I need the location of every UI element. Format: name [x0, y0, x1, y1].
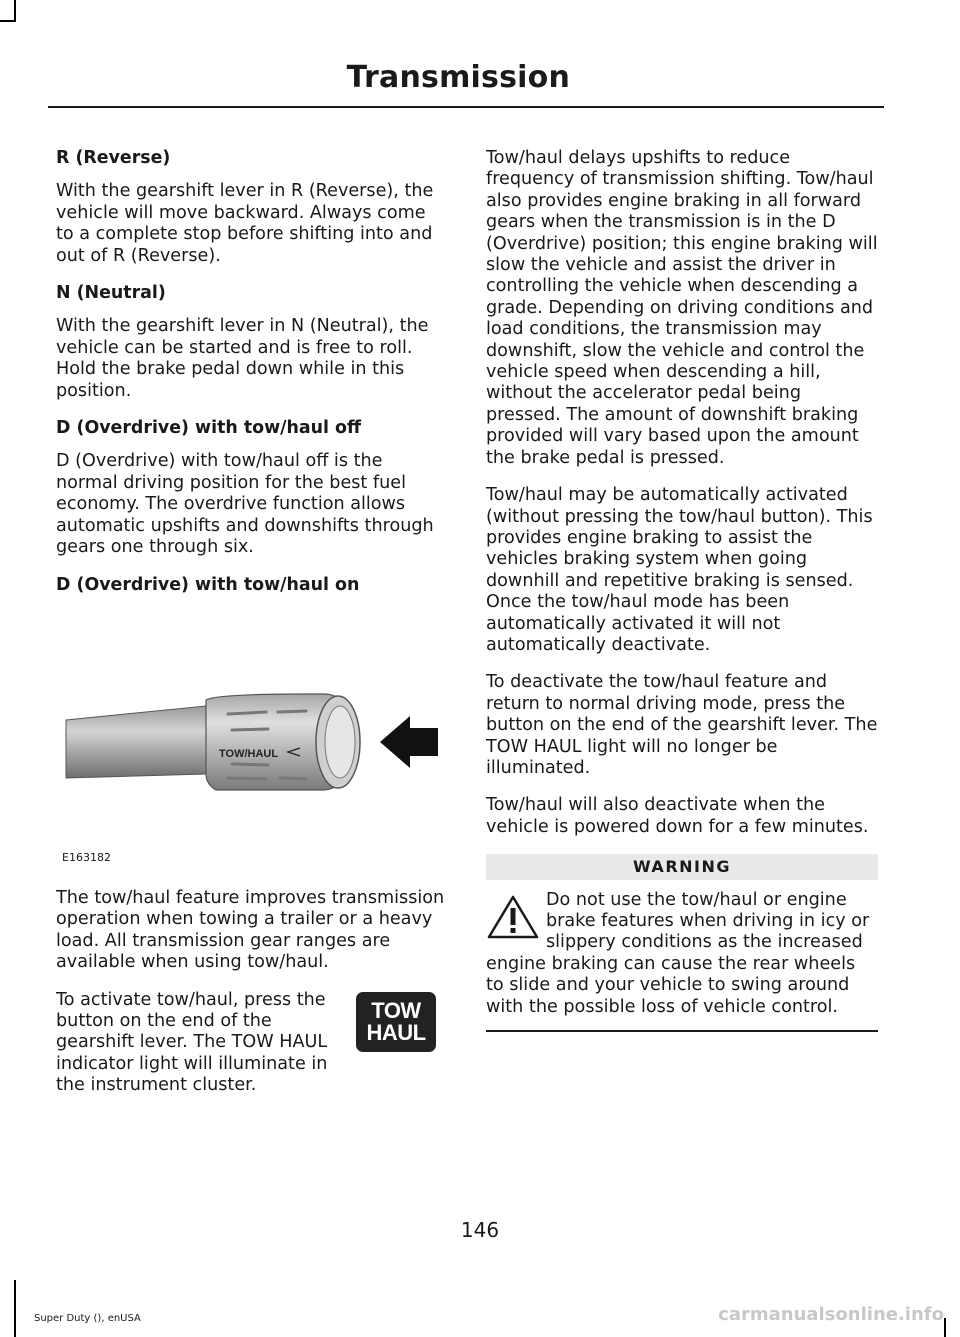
page-number: 146 — [460, 1218, 500, 1242]
activate-text: To activate tow/haul, press the button on the end of the gearshift lever. The TOW HAUL indicator light will illuminate in the instrument cluster. — [56, 989, 328, 1096]
reverse-heading: R (Reverse) — [56, 148, 171, 168]
tow-haul-button-label: TOW/HAUL — [219, 747, 279, 760]
overdrive-off-heading: D (Overdrive) with tow/haul off — [56, 418, 362, 439]
neutral-text: With the gearshift lever in N (Neutral), the vehicle can be started and is free to roll. Hold the brake pedal down while in this position. — [56, 316, 429, 401]
tow-haul-indicator-icon — [356, 992, 436, 1052]
crop-mark — [14, 1280, 16, 1337]
crop-mark — [14, 0, 16, 20]
warning-triangle-icon — [486, 894, 540, 940]
right-column — [486, 148, 878, 1032]
deactivate-text: To deactivate the tow/haul feature and return to normal driving mode, press the button on the end of the gearshift lever. The TOW HAUL light will no longer be illuminated. — [486, 672, 878, 778]
activate-paragraph — [56, 990, 448, 1097]
warning-body — [486, 890, 878, 1018]
warning-title: WARNING — [486, 854, 878, 879]
page-title: Transmission — [346, 60, 570, 95]
overdrive-on-heading: D (Overdrive) with tow/haul on — [56, 574, 360, 595]
tow-badge-line2: HAUL — [366, 1019, 426, 1045]
gearshift-lever-figure — [56, 608, 448, 870]
figure-id: E163182 — [62, 850, 111, 864]
tow-badge-line1: TOW — [371, 997, 421, 1023]
towhaul-intro-text: The tow/haul feature improves transmission operation when towing a trailer or a heavy load. All transmission gear ranges are available when using tow/haul. — [56, 887, 445, 973]
left-column — [56, 148, 448, 1113]
crop-mark — [0, 20, 16, 22]
warning-box — [486, 854, 878, 1032]
reverse-text: With the gearshift lever in R (Reverse), the vehicle will move backward. Always come to a complete stop before shifting into and out of R (Reverse). — [56, 181, 434, 266]
crop-mark — [944, 1318, 946, 1337]
towhaul-description: Tow/haul delays upshifts to reduce frequency of transmission shifting. Tow/haul also provides engine braking in all forward gears when the transmission is in the D (Overdrive) position; this engine braking will slow the vehicle and assist the driver in controlling the vehicle when descending a grade. Depending on driving conditions and load conditions, the transmission may downshift, slow the vehicle and control the vehicle speed when descending a hill, without the accelerator pedal being pressed. The amount of downshift braking provided will vary based upon the amount the brake pedal is pressed. — [486, 148, 878, 468]
auto-activation-text: Tow/haul may be automatically activated (without pressing the tow/haul button). This provides engine braking to assist the vehicles braking system when going downhill and repetitive braking is sensed. Once the tow/haul mode has been automatically activated it will not automatically deactivate. — [486, 485, 873, 655]
watermark: carmanualsonline.info — [718, 1304, 944, 1325]
pointer-arrow-icon — [380, 716, 438, 768]
neutral-heading: N (Neutral) — [56, 283, 166, 304]
overdrive-off-text: D (Overdrive) with tow/haul off is the normal driving position for the best fuel economy. The overdrive function allows automatic upshifts and downshifts through gears one through six. — [56, 451, 434, 558]
power-down-text: Tow/haul will also deactivate when the vehicle is powered down for a few minutes. — [486, 795, 869, 837]
gearshift-lever-illustration — [56, 608, 448, 870]
edition-label: Super Duty (), enUSA — [34, 1313, 141, 1324]
warning-text: Do not use the tow/haul or engine brake features when driving in icy or slippery conditions as the increased engine braking can cause the rear wheels to slide and your vehicle to swing around with the possible loss of vehicle control. — [486, 889, 870, 1017]
header-divider — [48, 106, 884, 108]
warning-divider — [486, 1030, 878, 1032]
